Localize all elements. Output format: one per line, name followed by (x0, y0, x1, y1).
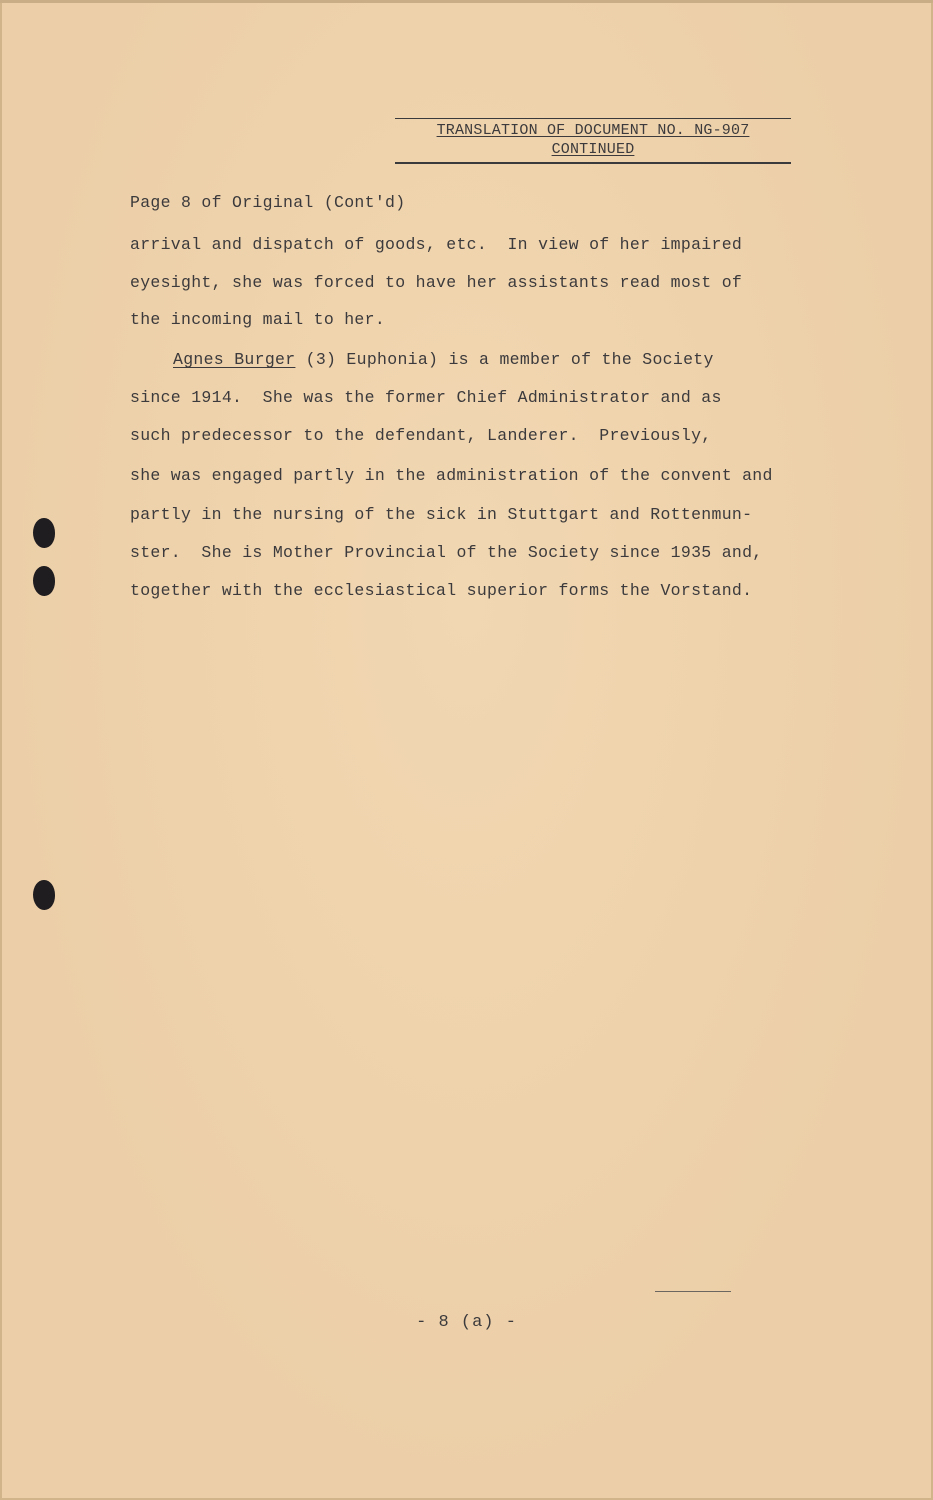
paragraph-first-line (173, 350, 714, 369)
body-line: the incoming mail to her. (130, 310, 386, 329)
body-line: arrival and dispatch of goods, etc. In view of her impaired (130, 235, 743, 254)
page-number: - 8 (a) - (416, 1313, 517, 1332)
punch-hole-mark (33, 880, 55, 910)
punch-hole-mark (33, 518, 55, 548)
stray-pencil-line (655, 1291, 731, 1292)
body-line: such predecessor to the defendant, Landerer. Previously, (130, 426, 712, 445)
page-reference: Page 8 of Original (Cont'd) (130, 193, 406, 212)
body-line: together with the ecclesiastical superior forms the Vorstand. (130, 581, 753, 600)
body-line: eyesight, she was forced to have her assistants read most of (130, 273, 743, 292)
body-line: since 1914. She was the former Chief Administrator and as (130, 388, 722, 407)
body-line: ster. She is Mother Provincial of the Society since 1935 and, (130, 543, 763, 562)
header-subtitle: CONTINUED (551, 141, 635, 158)
body-line: she was engaged partly in the administration of the convent and (130, 466, 773, 485)
person-name: Agnes Burger (173, 350, 296, 369)
body-line-rest: (3) Euphonia) is a member of the Society (295, 350, 714, 369)
page-top-edge (0, 0, 933, 3)
punch-hole-mark (33, 566, 55, 596)
body-line: partly in the nursing of the sick in Stuttgart and Rottenmun- (130, 505, 753, 524)
header-title: TRANSLATION OF DOCUMENT NO. NG-907 (436, 122, 750, 139)
document-header (395, 118, 791, 164)
